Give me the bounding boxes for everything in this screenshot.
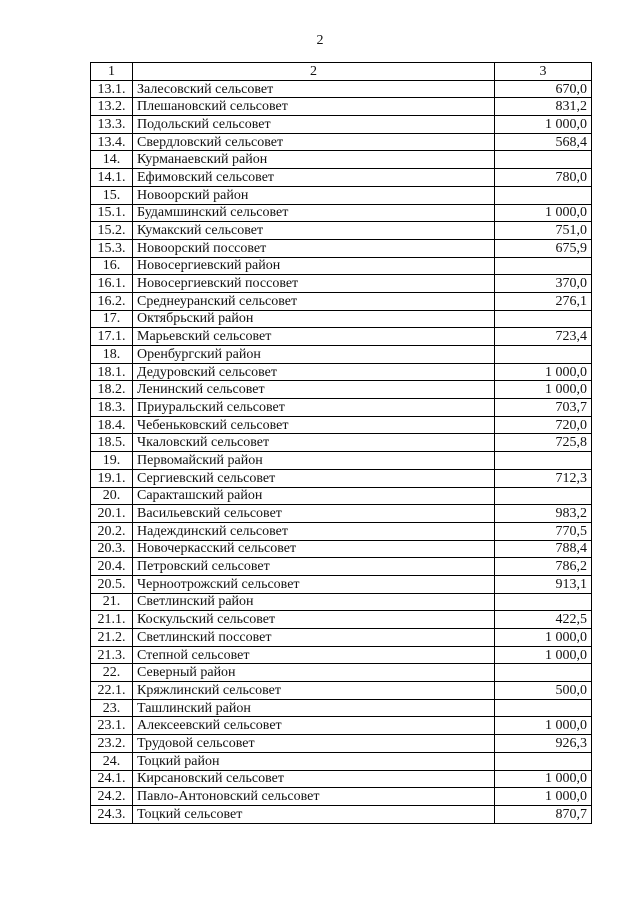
row-name-cell: Курманаевский район	[133, 151, 495, 169]
row-number-cell: 24.2.	[91, 788, 133, 806]
row-value-cell	[495, 487, 592, 505]
row-value-cell: 983,2	[495, 505, 592, 523]
table-row	[91, 239, 592, 257]
row-value-cell: 751,0	[495, 222, 592, 240]
row-number-cell: 15.2.	[91, 222, 133, 240]
row-value-cell	[495, 310, 592, 328]
district-row	[91, 310, 592, 328]
row-name-cell: Оренбургский район	[133, 346, 495, 364]
table-row	[91, 133, 592, 151]
district-row	[91, 593, 592, 611]
row-number-cell: 18.1.	[91, 363, 133, 381]
row-value-cell: 703,7	[495, 399, 592, 417]
table-row	[91, 169, 592, 187]
district-row	[91, 487, 592, 505]
row-name-cell: Алексеевский сельсовет	[133, 717, 495, 735]
row-value-cell: 1 000,0	[495, 204, 592, 222]
row-number-cell: 24.1.	[91, 770, 133, 788]
row-name-cell: Марьевский сельсовет	[133, 328, 495, 346]
table-row	[91, 204, 592, 222]
district-row	[91, 346, 592, 364]
table-row	[91, 558, 592, 576]
row-value-cell	[495, 346, 592, 364]
row-name-cell: Новоорский поссовет	[133, 239, 495, 257]
row-number-cell: 15.1.	[91, 204, 133, 222]
row-number-cell: 21.	[91, 593, 133, 611]
row-number-cell: 17.	[91, 310, 133, 328]
row-value-cell: 725,8	[495, 434, 592, 452]
table-row	[91, 646, 592, 664]
table-row	[91, 222, 592, 240]
row-number-cell: 18.	[91, 346, 133, 364]
row-name-cell: Надеждинский сельсовет	[133, 522, 495, 540]
row-name-cell: Новочеркасский сельсовет	[133, 540, 495, 558]
row-value-cell: 1 000,0	[495, 646, 592, 664]
row-value-cell: 1 000,0	[495, 116, 592, 134]
table-row	[91, 788, 592, 806]
row-name-cell: Светлинский поссовет	[133, 629, 495, 647]
row-number-cell: 14.	[91, 151, 133, 169]
table-header-row	[91, 63, 592, 81]
district-row	[91, 257, 592, 275]
table-row	[91, 575, 592, 593]
row-number-cell: 16.1.	[91, 275, 133, 293]
row-value-cell: 675,9	[495, 239, 592, 257]
row-name-cell: Светлинский район	[133, 593, 495, 611]
row-value-cell: 422,5	[495, 611, 592, 629]
row-name-cell: Среднеуранский сельсовет	[133, 292, 495, 310]
row-value-cell: 770,5	[495, 522, 592, 540]
table-row	[91, 469, 592, 487]
row-name-cell: Октябрьский район	[133, 310, 495, 328]
row-name-cell: Свердловский сельсовет	[133, 133, 495, 151]
row-value-cell	[495, 452, 592, 470]
row-value-cell: 780,0	[495, 169, 592, 187]
row-value-cell	[495, 257, 592, 275]
row-value-cell: 670,0	[495, 80, 592, 98]
row-number-cell: 15.	[91, 186, 133, 204]
row-value-cell: 720,0	[495, 416, 592, 434]
row-name-cell: Будамшинский сельсовет	[133, 204, 495, 222]
row-value-cell: 1 000,0	[495, 381, 592, 399]
row-value-cell: 870,7	[495, 805, 592, 823]
table-row	[91, 416, 592, 434]
row-name-cell: Новосергиевский поссовет	[133, 275, 495, 293]
row-number-cell: 14.1.	[91, 169, 133, 187]
table-row	[91, 381, 592, 399]
row-value-cell	[495, 664, 592, 682]
row-number-cell: 23.2.	[91, 735, 133, 753]
row-number-cell: 24.3.	[91, 805, 133, 823]
row-number-cell: 20.1.	[91, 505, 133, 523]
district-row	[91, 664, 592, 682]
row-name-cell: Ленинский сельсовет	[133, 381, 495, 399]
row-name-cell: Кряжлинский сельсовет	[133, 682, 495, 700]
row-name-cell: Подольский сельсовет	[133, 116, 495, 134]
row-number-cell: 13.4.	[91, 133, 133, 151]
row-value-cell: 788,4	[495, 540, 592, 558]
row-number-cell: 16.	[91, 257, 133, 275]
table-row	[91, 629, 592, 647]
district-row	[91, 452, 592, 470]
row-number-cell: 22.1.	[91, 682, 133, 700]
row-name-cell: Коскульский сельсовет	[133, 611, 495, 629]
table-row	[91, 682, 592, 700]
row-value-cell	[495, 593, 592, 611]
row-number-cell: 18.4.	[91, 416, 133, 434]
row-value-cell: 712,3	[495, 469, 592, 487]
table-row	[91, 540, 592, 558]
row-value-cell: 1 000,0	[495, 717, 592, 735]
row-name-cell: Первомайский район	[133, 452, 495, 470]
table-row	[91, 434, 592, 452]
row-name-cell: Плешановский сельсовет	[133, 98, 495, 116]
row-number-cell: 21.3.	[91, 646, 133, 664]
row-name-cell: Приуральский сельсовет	[133, 399, 495, 417]
row-number-cell: 19.1.	[91, 469, 133, 487]
row-number-cell: 13.2.	[91, 98, 133, 116]
row-number-cell: 19.	[91, 452, 133, 470]
row-value-cell: 370,0	[495, 275, 592, 293]
row-value-cell: 568,4	[495, 133, 592, 151]
row-name-cell: Степной сельсовет	[133, 646, 495, 664]
page-number: 2	[316, 33, 324, 48]
row-number-cell: 20.5.	[91, 575, 133, 593]
row-name-cell: Сергиевский сельсовет	[133, 469, 495, 487]
table-row	[91, 116, 592, 134]
row-value-cell: 1 000,0	[495, 788, 592, 806]
row-name-cell: Новоорский район	[133, 186, 495, 204]
table-row	[91, 611, 592, 629]
row-name-cell: Залесовский сельсовет	[133, 80, 495, 98]
row-name-cell: Трудовой сельсовет	[133, 735, 495, 753]
row-number-cell: 18.5.	[91, 434, 133, 452]
row-number-cell: 21.2.	[91, 629, 133, 647]
row-number-cell: 16.2.	[91, 292, 133, 310]
row-name-cell: Дедуровский сельсовет	[133, 363, 495, 381]
row-number-cell: 22.	[91, 664, 133, 682]
table-row	[91, 717, 592, 735]
row-value-cell: 500,0	[495, 682, 592, 700]
row-value-cell: 1 000,0	[495, 629, 592, 647]
table-row	[91, 292, 592, 310]
district-row	[91, 699, 592, 717]
row-value-cell: 1 000,0	[495, 770, 592, 788]
table-row	[91, 399, 592, 417]
row-number-cell: 15.3.	[91, 239, 133, 257]
row-number-cell: 17.1.	[91, 328, 133, 346]
row-value-cell: 786,2	[495, 558, 592, 576]
table-row	[91, 805, 592, 823]
row-number-cell: 23.	[91, 699, 133, 717]
row-value-cell	[495, 699, 592, 717]
table-row	[91, 275, 592, 293]
row-number-cell: 20.2.	[91, 522, 133, 540]
row-name-cell: Кумакский сельсовет	[133, 222, 495, 240]
table-body	[91, 63, 592, 824]
row-name-cell: Саракташский район	[133, 487, 495, 505]
row-name-cell: Черноотрожский сельсовет	[133, 575, 495, 593]
district-row	[91, 186, 592, 204]
row-value-cell	[495, 186, 592, 204]
row-value-cell: 276,1	[495, 292, 592, 310]
row-name-cell: Тоцкий район	[133, 752, 495, 770]
row-number-cell: 18.2.	[91, 381, 133, 399]
row-number-cell: 21.1.	[91, 611, 133, 629]
row-name-cell: Чебеньковский сельсовет	[133, 416, 495, 434]
column-header-number: 1	[91, 63, 133, 81]
row-value-cell	[495, 151, 592, 169]
table-row	[91, 80, 592, 98]
column-header-value: 3	[495, 63, 592, 81]
table-row	[91, 505, 592, 523]
table-row	[91, 522, 592, 540]
row-name-cell: Новосергиевский район	[133, 257, 495, 275]
row-value-cell: 1 000,0	[495, 363, 592, 381]
row-name-cell: Ефимовский сельсовет	[133, 169, 495, 187]
row-name-cell: Ташлинский район	[133, 699, 495, 717]
district-row	[91, 752, 592, 770]
row-name-cell: Чкаловский сельсовет	[133, 434, 495, 452]
allocation-table	[90, 62, 592, 824]
row-name-cell: Васильевский сельсовет	[133, 505, 495, 523]
row-number-cell: 13.3.	[91, 116, 133, 134]
row-name-cell: Петровский сельсовет	[133, 558, 495, 576]
row-number-cell: 20.	[91, 487, 133, 505]
table-row	[91, 735, 592, 753]
row-number-cell: 13.1.	[91, 80, 133, 98]
row-number-cell: 23.1.	[91, 717, 133, 735]
row-value-cell: 926,3	[495, 735, 592, 753]
row-value-cell: 723,4	[495, 328, 592, 346]
table-row	[91, 770, 592, 788]
row-name-cell: Северный район	[133, 664, 495, 682]
table-row	[91, 328, 592, 346]
row-value-cell: 831,2	[495, 98, 592, 116]
row-number-cell: 18.3.	[91, 399, 133, 417]
row-number-cell: 24.	[91, 752, 133, 770]
table-row	[91, 98, 592, 116]
column-header-name: 2	[133, 63, 495, 81]
row-name-cell: Павло-Антоновский сельсовет	[133, 788, 495, 806]
district-row	[91, 151, 592, 169]
table-row	[91, 363, 592, 381]
row-number-cell: 20.3.	[91, 540, 133, 558]
row-value-cell	[495, 752, 592, 770]
row-name-cell: Кирсановский сельсовет	[133, 770, 495, 788]
row-value-cell: 913,1	[495, 575, 592, 593]
row-name-cell: Тоцкий сельсовет	[133, 805, 495, 823]
row-number-cell: 20.4.	[91, 558, 133, 576]
